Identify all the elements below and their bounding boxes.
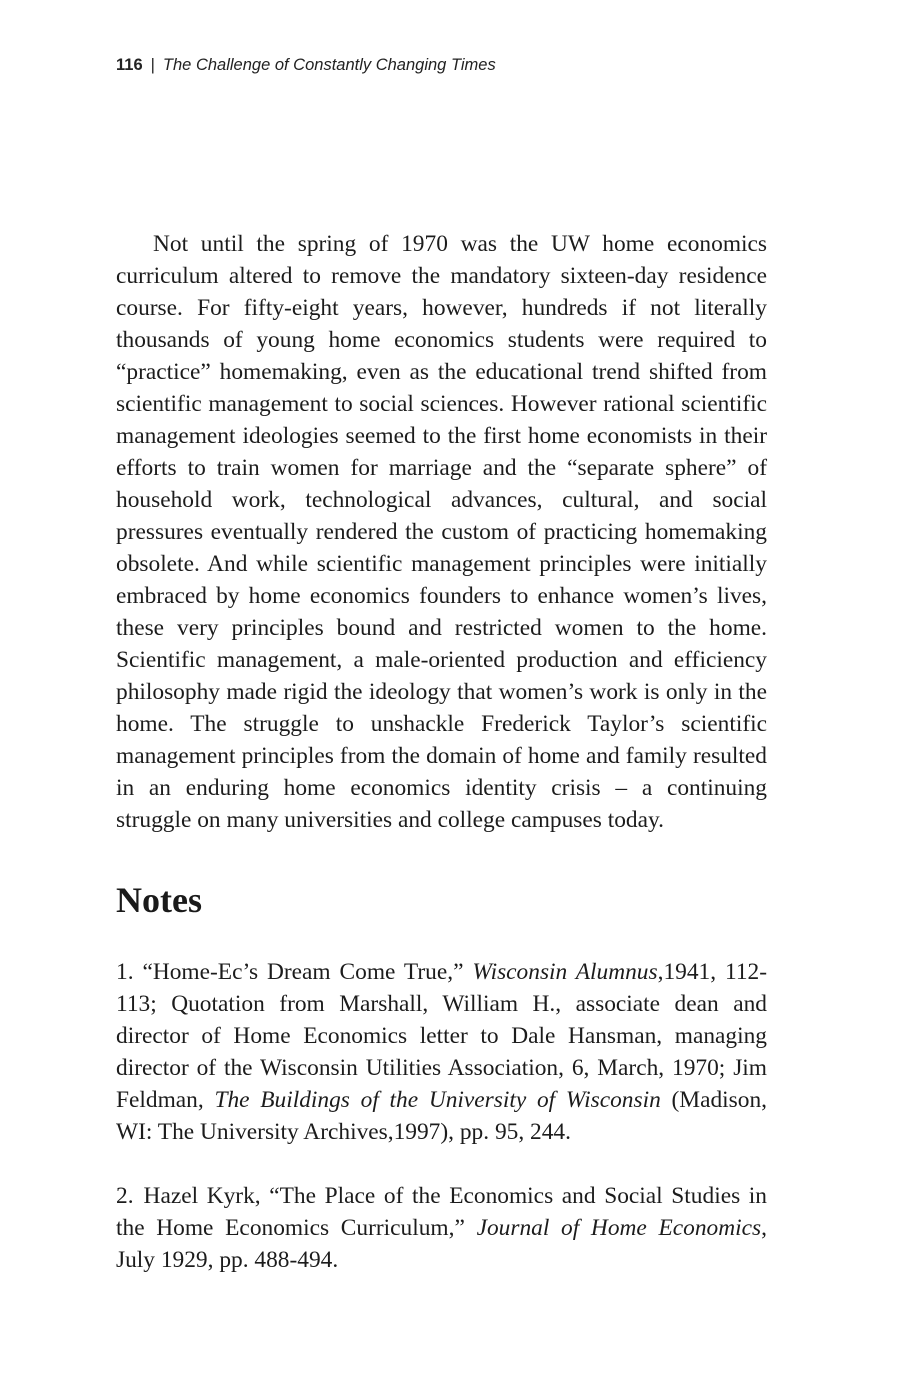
note-1-text-a: “Home-Ec’s Dream Come True,” bbox=[133, 959, 473, 985]
note-1 bbox=[116, 956, 767, 1148]
note-1-number: 1. bbox=[116, 959, 134, 985]
note-1-text-c: (Madison, WI: The University Archives,1997), pp. 95, 244. bbox=[116, 1087, 768, 1145]
header-separator: | bbox=[150, 56, 155, 74]
note-2-text-a: Hazel Kyrk, “The Place of the Economics and Social Studies in the Home Economics Curriculum,” bbox=[116, 1183, 767, 1241]
note-1-journal-title: Wisconsin Alumnus bbox=[472, 959, 658, 985]
body-paragraph: Not until the spring of 1970 was the UW home economics curriculum altered to remove the mandatory sixteen-day residence course. For fifty-eight years, however, hundreds if not literally thousands of young home economics students were required to “practice” homemaking, even as the educational trend shifted from scientific management to social sciences. However rational scientific management ideologies seemed to the first home economists in their efforts to train women for marriage and the “separate sphere” of household work, technological advances, cultural, and social pressures eventually rendered the custom of practicing homemaking obsolete. And while scientific management principles were initially embraced by home economics founders to enhance women’s lives, these very principles bound and restricted women to the home. Scientific management, a male-oriented production and efficiency philosophy made rigid the ideology that women’s work is only in the home. The struggle to unshackle Frederick Taylor’s scientific management principles from the domain of home and family resulted in an enduring home economics identity crisis – a continuing struggle on many universities and college campuses today. bbox=[116, 231, 767, 833]
note-2 bbox=[116, 1180, 767, 1276]
running-head bbox=[116, 54, 496, 76]
note-1-text-b: ,1941, 112-113; Quotation from Marshall, William H., associate dean and director of Home Economics letter to Dale Hansman, managing director of the Wisconsin Utilities Association, 6, March, 1970; Jim Feldman, bbox=[116, 959, 768, 1113]
running-title: The Challenge of Constantly Changing Times bbox=[162, 56, 496, 74]
notes-heading: Notes bbox=[116, 880, 202, 920]
page-number: 116 bbox=[116, 56, 143, 74]
note-2-journal-title: Journal of Home Economics bbox=[476, 1215, 762, 1241]
note-1-book-title: The Buildings of the University of Wisconsin bbox=[214, 1087, 661, 1113]
note-2-number: 2. bbox=[116, 1183, 134, 1209]
note-2-text-b: , July 1929, pp. 488-494. bbox=[116, 1215, 767, 1273]
